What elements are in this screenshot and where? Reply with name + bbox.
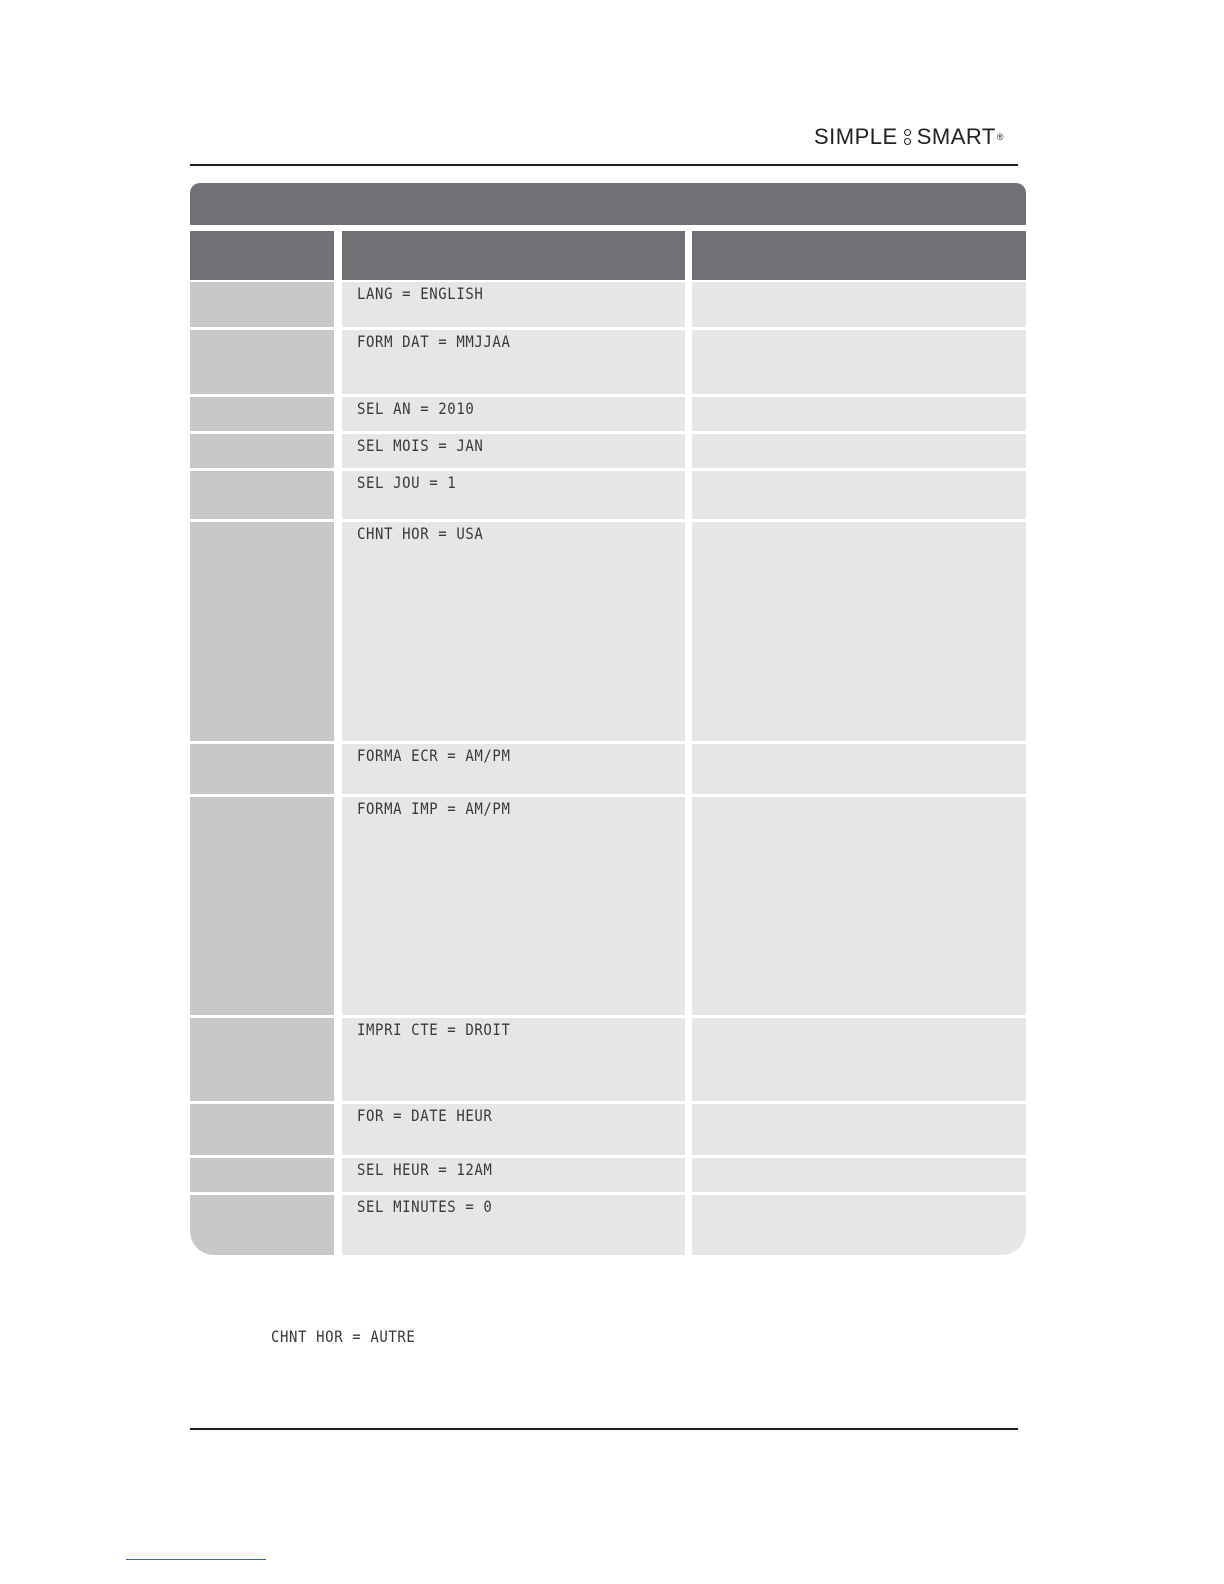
lcd-text: FORM DAT = MMJJAA <box>357 333 511 352</box>
setting-cell <box>190 744 334 794</box>
logo-word-smart: SMART <box>916 124 996 149</box>
setting-cell <box>190 1018 334 1101</box>
description-cell <box>692 1195 1026 1255</box>
description-cell <box>692 471 1026 519</box>
lcd-text: IMPRI CTE = DROIT <box>357 1021 511 1040</box>
description-cell <box>692 1104 1026 1155</box>
lcd-text: FORMA IMP = AM/PM <box>357 800 511 819</box>
table-row <box>190 282 1026 327</box>
lcd-text: FORMA ECR = AM/PM <box>357 747 511 766</box>
note-lcd-text: CHNT HOR = AUTRE <box>271 1328 416 1347</box>
display-cell <box>342 744 685 794</box>
display-cell <box>342 397 685 431</box>
setting-cell <box>190 330 334 394</box>
description-cell <box>692 397 1026 431</box>
table-title-bar <box>190 183 1026 225</box>
lcd-text: LANG = ENGLISH <box>357 285 484 304</box>
setting-cell <box>190 434 334 468</box>
setting-cell <box>190 797 334 1015</box>
description-cell <box>692 434 1026 468</box>
setting-cell <box>190 1104 334 1155</box>
column-header-description <box>692 231 1026 280</box>
display-cell <box>342 330 685 394</box>
display-cell <box>342 471 685 519</box>
table-row <box>190 1195 1026 1255</box>
registered-mark: ® <box>996 132 1004 142</box>
description-cell <box>692 330 1026 394</box>
description-cell <box>692 522 1026 741</box>
description-cell <box>692 1018 1026 1101</box>
lcd-text: SEL HEUR = 12AM <box>357 1161 493 1180</box>
lcd-text: FOR = DATE HEUR <box>357 1107 493 1126</box>
table-row <box>190 1158 1026 1192</box>
display-cell <box>342 522 685 741</box>
column-header-setting <box>190 231 334 280</box>
display-cell <box>342 1158 685 1192</box>
display-cell <box>342 282 685 327</box>
lcd-text: SEL MINUTES = 0 <box>357 1198 493 1217</box>
setting-cell <box>190 282 334 327</box>
footer-rule <box>190 1428 1018 1430</box>
footer-link-underline <box>126 1559 266 1560</box>
table-row <box>190 330 1026 394</box>
display-cell <box>342 434 685 468</box>
setting-cell <box>190 471 334 519</box>
table-row <box>190 471 1026 519</box>
setting-cell <box>190 1158 334 1192</box>
lcd-text: SEL AN = 2010 <box>357 400 475 419</box>
table-row <box>190 1104 1026 1155</box>
lcd-text: SEL MOIS = JAN <box>357 437 484 456</box>
brand-logo <box>814 124 1004 150</box>
logo-dots-icon <box>904 129 911 145</box>
description-cell <box>692 1158 1026 1192</box>
display-cell <box>342 1018 685 1101</box>
table-row <box>190 1018 1026 1101</box>
lcd-text: SEL JOU = 1 <box>357 474 457 493</box>
description-cell <box>692 797 1026 1015</box>
setting-cell <box>190 1195 334 1255</box>
settings-table <box>190 183 1026 1255</box>
setting-cell <box>190 397 334 431</box>
table-row <box>190 434 1026 468</box>
table-row <box>190 744 1026 794</box>
table-row <box>190 522 1026 741</box>
lcd-text: CHNT HOR = USA <box>357 525 484 544</box>
display-cell <box>342 797 685 1015</box>
table-row <box>190 797 1026 1015</box>
table-row <box>190 397 1026 431</box>
display-cell <box>342 1195 685 1255</box>
header-rule <box>190 164 1018 166</box>
description-cell <box>692 744 1026 794</box>
column-header-display <box>342 231 685 280</box>
logo-word-simple: SIMPLE <box>814 124 898 149</box>
description-cell <box>692 282 1026 327</box>
setting-cell <box>190 522 334 741</box>
display-cell <box>342 1104 685 1155</box>
